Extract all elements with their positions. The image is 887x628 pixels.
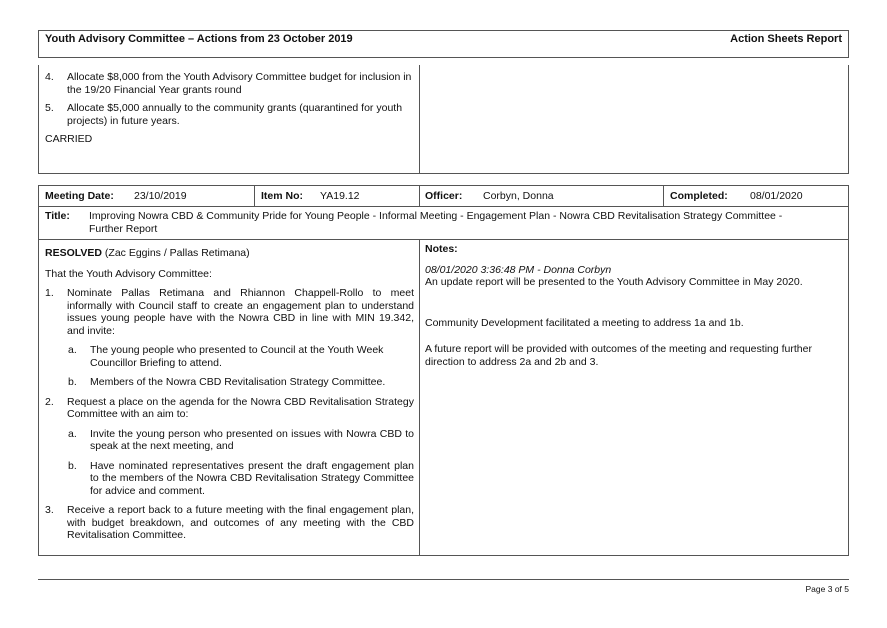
list-item: 4. Allocate $8,000 from the Youth Advisory Committee budget for inclusion in the 19/20 Financial Year grants round xyxy=(45,71,412,96)
resolution-column xyxy=(45,247,414,542)
resolved-label: RESOLVED xyxy=(45,247,102,259)
movers: (Zac Eggins / Pallas Retimana) xyxy=(104,247,250,259)
meta-divider xyxy=(419,186,420,206)
meta-divider xyxy=(663,186,664,206)
column-divider xyxy=(419,240,420,556)
report-title: Youth Advisory Committee – Actions from 23 October 2019 xyxy=(45,33,353,45)
resolved-line xyxy=(45,247,414,260)
carry-over-section xyxy=(38,65,849,174)
meta-divider xyxy=(254,186,255,206)
action-sheet xyxy=(38,185,849,556)
list-item: a. Invite the young person who presented on issues with Nowra CBD to speak at the next meeting, and xyxy=(68,427,414,452)
report-header xyxy=(38,30,849,58)
meeting-date-value: 23/10/2019 xyxy=(134,190,187,202)
footer-rule xyxy=(38,579,849,580)
list-item: b. Members of the Nowra CBD Revitalisation Strategy Committee. xyxy=(68,376,386,388)
notes-column xyxy=(425,243,843,368)
list-item: 1. Nominate Pallas Retimana and Rhiannon Chappell-Rollo to meet informally with Council staff to create an engagement plan to understand issues young people have with the Nowra CBD in line with MIN 19.342, and invite: xyxy=(45,287,414,337)
item-no-label: Item No: xyxy=(261,190,303,202)
completed-label: Completed: xyxy=(670,190,728,202)
officer-value: Corbyn, Donna xyxy=(483,190,554,202)
item-title: Improving Nowra CBD & Community Pride for Young People - Informal Meeting - Engagement Plan - Nowra CBD Revitalisation Strategy Committee - Further Report xyxy=(89,210,783,235)
meta-row xyxy=(39,186,848,207)
list-item: 3. Receive a report back to a future meeting with the final engagement plan, with budget breakdown, and outcomes of any meeting with the CBD Revitalisation Committee. xyxy=(45,504,414,541)
item-no-value: YA19.12 xyxy=(320,190,360,202)
carry-over-items xyxy=(45,71,413,146)
carried-status: CARRIED xyxy=(45,133,93,145)
resolution-intro: That the Youth Advisory Committee: xyxy=(45,267,212,280)
note-entry: Community Development facilitated a meeting to address 1a and 1b. xyxy=(425,316,744,329)
meeting-date-label: Meeting Date: xyxy=(45,190,114,202)
list-item: b. Have nominated representatives present the draft engagement plan to the members of the Nowra CBD Revitalisation Strategy Committee for advice and comment. xyxy=(68,459,414,497)
page-number: Page 3 of 5 xyxy=(805,584,849,594)
notes-label: Notes: xyxy=(425,243,458,255)
list-item: a. The young people who presented to Council at the Youth Week Councillor Briefing to attend. xyxy=(68,344,384,369)
report-type: Action Sheets Report xyxy=(730,33,842,45)
title-row xyxy=(39,207,848,240)
note-timestamp: 08/01/2020 3:36:48 PM - Donna Corbyn xyxy=(425,263,612,276)
list-item: 5. Allocate $5,000 annually to the community grants (quarantined for youth projects) in future years. xyxy=(45,102,403,127)
note-entry: A future report will be provided with outcomes of the meeting and requesting further direction to address 2a and 2b and 3. xyxy=(425,343,812,368)
completed-value: 08/01/2020 xyxy=(750,190,803,202)
title-label: Title: xyxy=(45,210,70,222)
list-item: 2. Request a place on the agenda for the Nowra CBD Revitalisation Strategy Committee with an aim to: xyxy=(45,395,414,420)
carry-over-divider xyxy=(419,65,420,174)
officer-label: Officer: xyxy=(425,190,463,202)
note-entry: An update report will be presented to the Youth Advisory Committee in May 2020. xyxy=(425,276,803,288)
